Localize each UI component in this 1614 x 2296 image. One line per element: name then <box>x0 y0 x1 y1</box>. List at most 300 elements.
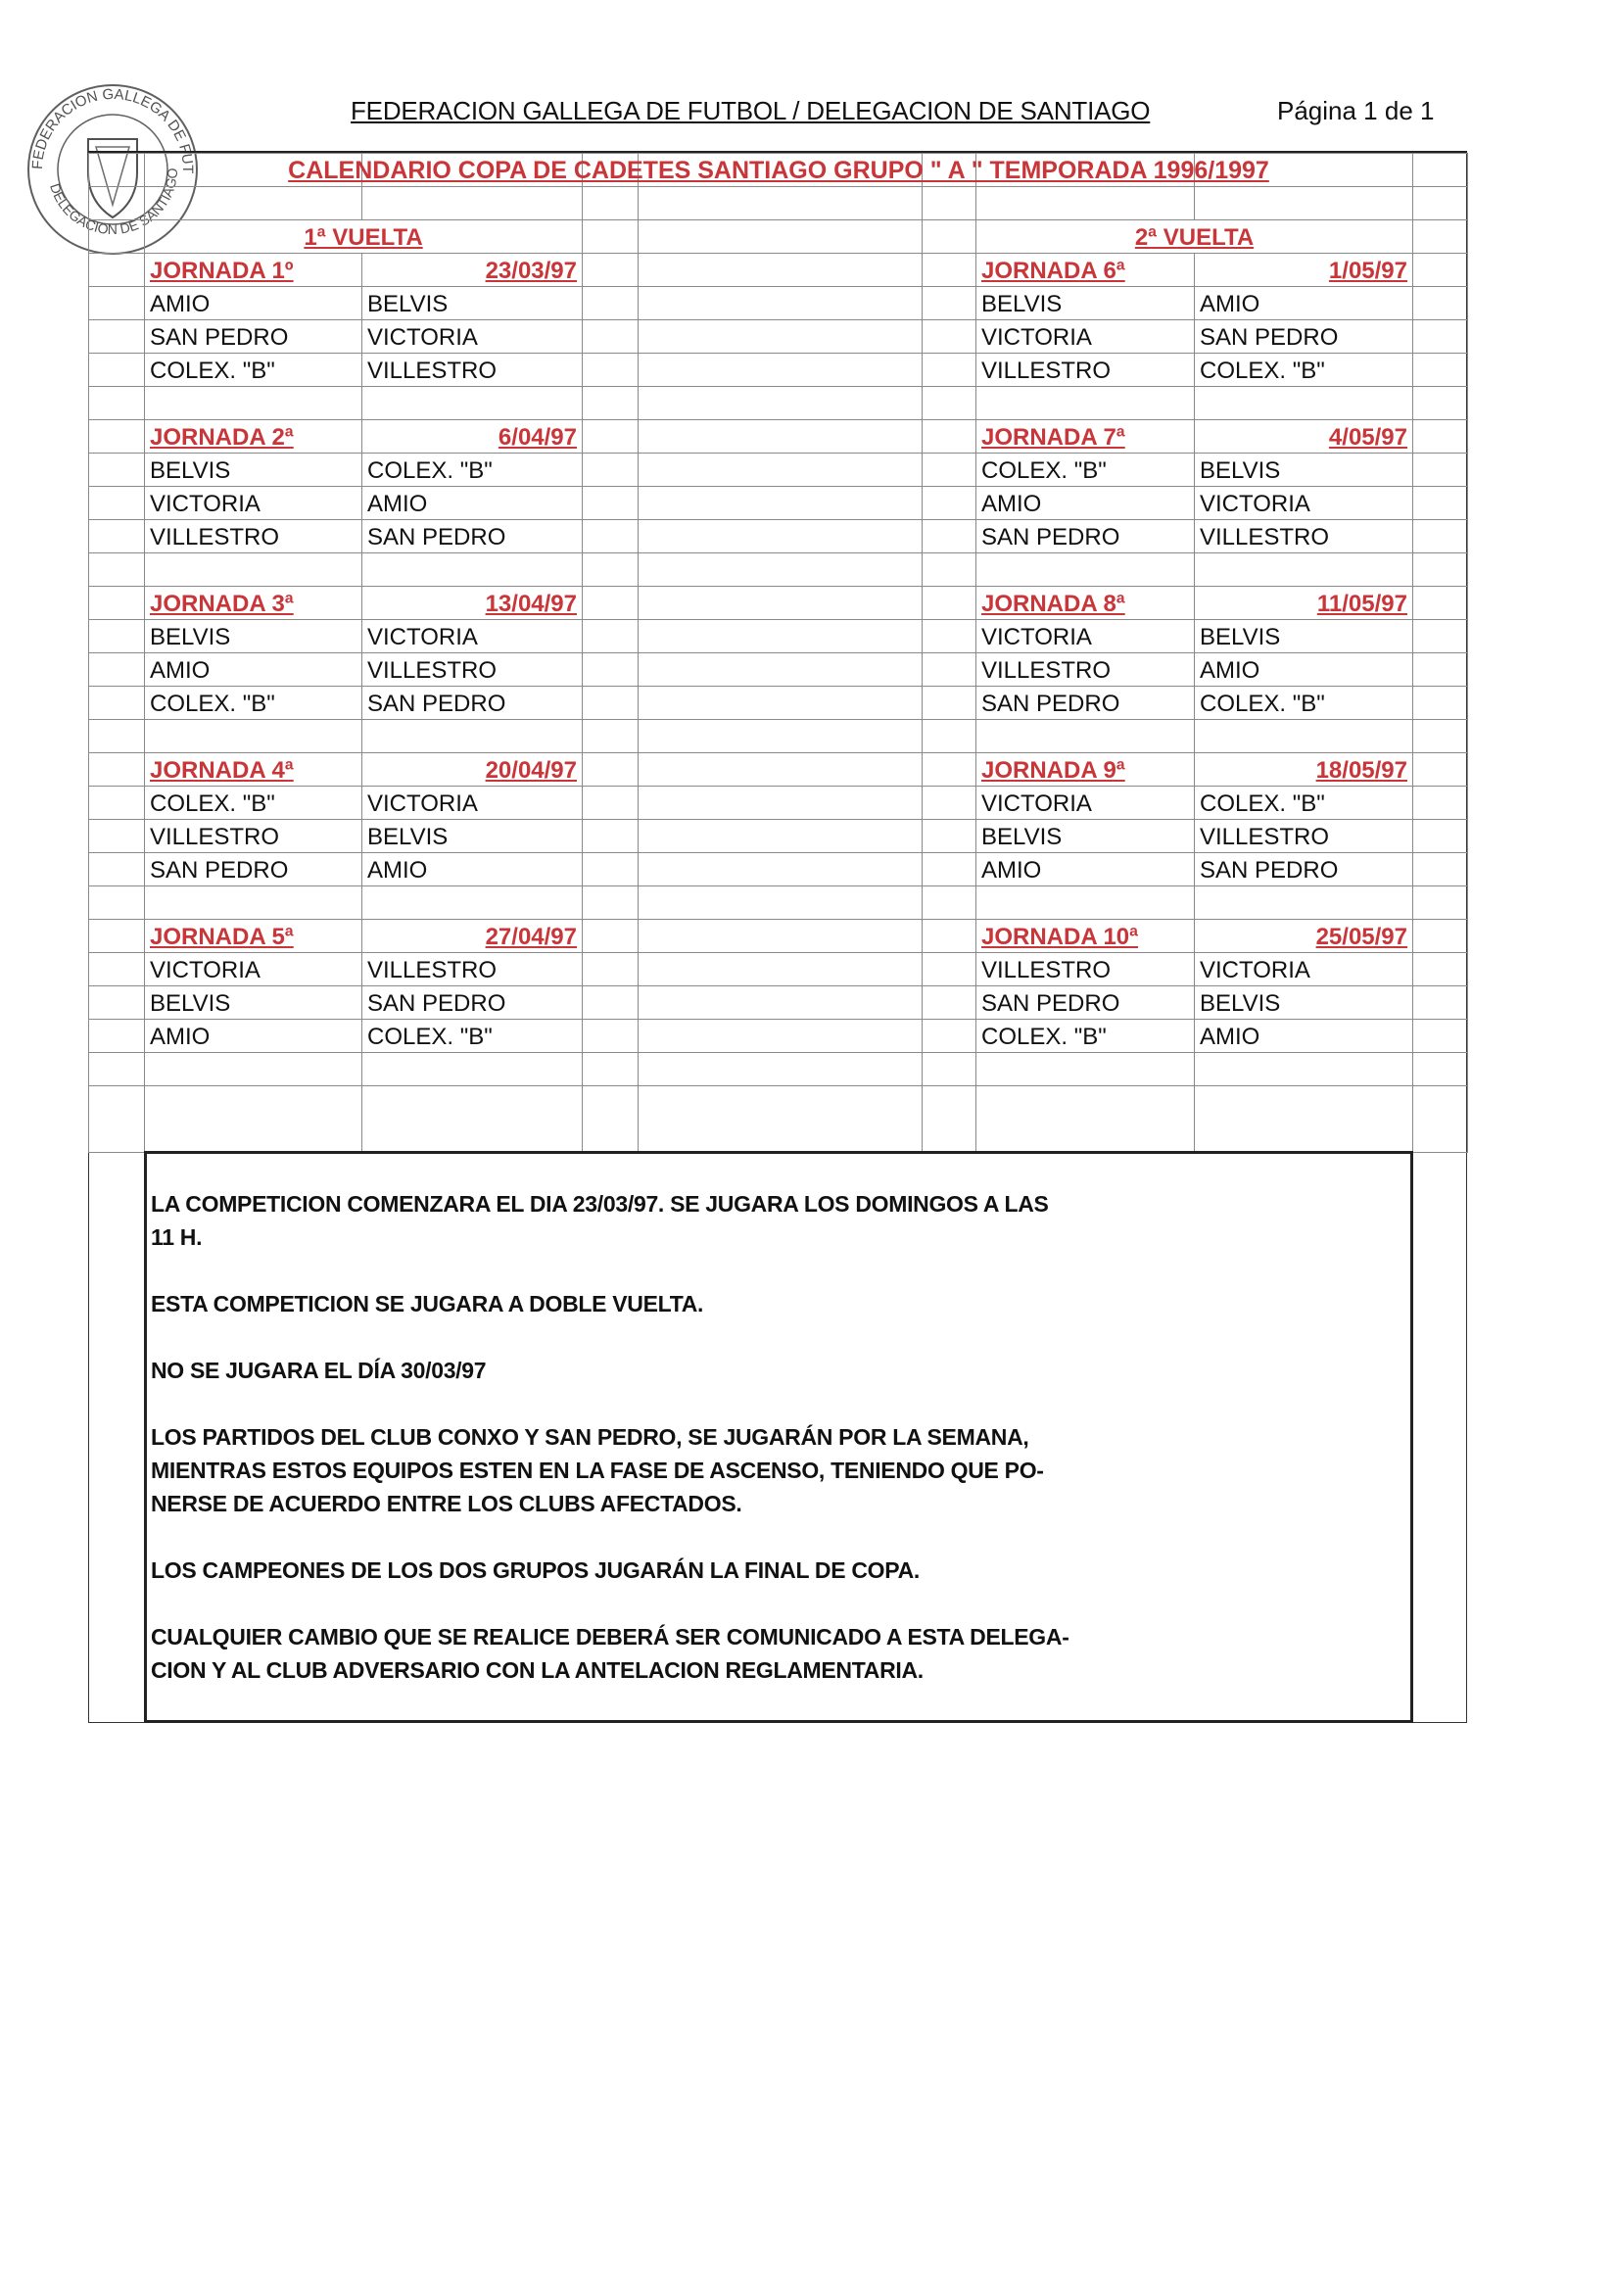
table-cell <box>145 553 362 587</box>
table-cell <box>1413 720 1468 753</box>
table-cell <box>639 687 923 720</box>
home-team: AMIO <box>145 287 362 320</box>
note-line: NO SE JUGARA EL DÍA 30/03/97 <box>151 1358 487 1383</box>
table-row <box>89 420 1468 454</box>
table-cell <box>583 254 639 287</box>
table-cell <box>639 287 923 320</box>
away-team: SAN PEDRO <box>362 520 583 553</box>
table-cell <box>583 753 639 787</box>
home-team: COLEX. "B" <box>976 1020 1195 1053</box>
table-cell <box>89 254 145 287</box>
calendar-title: CALENDARIO COPA DE CADETES SANTIAGO GRUPO " A " TEMPORADA 1996/1997 <box>288 157 1269 184</box>
table-cell <box>362 553 583 587</box>
table-cell <box>923 454 976 487</box>
table-cell <box>89 853 145 886</box>
table-cell <box>583 454 639 487</box>
table-cell <box>583 354 639 387</box>
table-cell <box>976 720 1195 753</box>
table-cell <box>923 254 976 287</box>
table-cell <box>1413 553 1468 587</box>
table-cell <box>639 986 923 1020</box>
home-team: COLEX. "B" <box>145 787 362 820</box>
table-cell <box>976 387 1195 420</box>
table-cell <box>1413 320 1468 354</box>
table-cell <box>923 820 976 853</box>
table-cell <box>1413 387 1468 420</box>
table-cell <box>583 787 639 820</box>
jornada-date: 11/05/97 <box>1195 587 1413 620</box>
table-cell <box>639 454 923 487</box>
table-cell <box>145 886 362 920</box>
note-line: NERSE DE ACUERDO ENTRE LOS CLUBS AFECTADOS. <box>151 1491 742 1516</box>
jornada-label: JORNADA 2ª <box>145 420 362 454</box>
table-cell <box>145 187 362 220</box>
table-cell <box>89 454 145 487</box>
table-cell <box>583 620 639 653</box>
table-cell <box>1413 1086 1468 1153</box>
table-cell <box>89 520 145 553</box>
home-team: BELVIS <box>145 986 362 1020</box>
table-cell <box>583 886 639 920</box>
table-cell <box>583 553 639 587</box>
table-row <box>89 653 1468 687</box>
table-cell <box>1413 853 1468 886</box>
note-paragraph <box>151 1554 1410 1587</box>
note-line: CUALQUIER CAMBIO QUE SE REALICE DEBERÁ SER COMUNICADO A ESTA DELEGA- <box>151 1624 1069 1650</box>
jornada-date: 18/05/97 <box>1195 753 1413 787</box>
table-row <box>89 720 1468 753</box>
table-cell <box>1195 1053 1413 1086</box>
home-team: COLEX. "B" <box>145 354 362 387</box>
away-team: COLEX. "B" <box>1195 787 1413 820</box>
jornada-date: 20/04/97 <box>362 753 583 787</box>
table-cell <box>89 620 145 653</box>
table-row <box>89 820 1468 853</box>
table-cell <box>639 620 923 653</box>
home-team: AMIO <box>976 487 1195 520</box>
jornada-date: 27/04/97 <box>362 920 583 953</box>
table-cell <box>923 886 976 920</box>
table-cell <box>583 653 639 687</box>
table-row <box>89 587 1468 620</box>
home-team: VILLESTRO <box>976 354 1195 387</box>
table-cell <box>923 687 976 720</box>
table-row <box>89 187 1468 220</box>
away-team: BELVIS <box>1195 454 1413 487</box>
table-row <box>89 920 1468 953</box>
table-cell <box>362 720 583 753</box>
first-round-label: 1ª VUELTA <box>145 220 583 254</box>
table-cell <box>89 220 145 254</box>
note-line: LA COMPETICION COMENZARA EL DIA 23/03/97. SE JUGARA LOS DOMINGOS A LAS <box>151 1191 1049 1217</box>
note-line: ESTA COMPETICION SE JUGARA A DOBLE VUELTA. <box>151 1291 704 1316</box>
table-cell <box>639 487 923 520</box>
home-team: VILLESTRO <box>976 953 1195 986</box>
away-team: COLEX. "B" <box>362 454 583 487</box>
table-cell <box>1413 587 1468 620</box>
jornada-label: JORNADA 1º <box>145 254 362 287</box>
table-row <box>89 287 1468 320</box>
table-cell <box>923 787 976 820</box>
table-cell <box>1413 687 1468 720</box>
table-cell <box>639 1086 923 1153</box>
table-cell <box>145 387 362 420</box>
table-cell <box>639 753 923 787</box>
home-team: BELVIS <box>976 820 1195 853</box>
table-cell <box>923 1020 976 1053</box>
table-cell <box>145 1053 362 1086</box>
table-row <box>89 787 1468 820</box>
jornada-label: JORNADA 10ª <box>976 920 1195 953</box>
away-team: VICTORIA <box>1195 953 1413 986</box>
note-line: 11 H. <box>151 1224 203 1250</box>
away-team: VILLESTRO <box>362 354 583 387</box>
table-cell <box>1413 886 1468 920</box>
table-cell <box>976 886 1195 920</box>
table-cell <box>639 387 923 420</box>
home-team: BELVIS <box>976 287 1195 320</box>
table-cell <box>639 553 923 587</box>
home-team: AMIO <box>145 1020 362 1053</box>
table-row <box>89 254 1468 287</box>
table-cell <box>89 553 145 587</box>
table-row <box>89 454 1468 487</box>
table-row <box>89 487 1468 520</box>
away-team: VICTORIA <box>1195 487 1413 520</box>
table-row <box>89 986 1468 1020</box>
away-team: AMIO <box>362 853 583 886</box>
home-team: VILLESTRO <box>145 820 362 853</box>
table-cell <box>362 886 583 920</box>
table-row <box>89 220 1468 254</box>
table-cell <box>1413 454 1468 487</box>
table-cell <box>639 1053 923 1086</box>
table-cell <box>639 1020 923 1053</box>
table-cell <box>923 1086 976 1153</box>
jornada-label: JORNADA 9ª <box>976 753 1195 787</box>
table-cell <box>1195 1086 1413 1153</box>
table-cell <box>89 287 145 320</box>
table-cell <box>1413 220 1468 254</box>
table-cell <box>89 687 145 720</box>
away-team: VILLESTRO <box>1195 820 1413 853</box>
home-team: COLEX. "B" <box>976 454 1195 487</box>
table-cell <box>583 720 639 753</box>
table-cell <box>89 387 145 420</box>
home-team: AMIO <box>976 853 1195 886</box>
table-cell <box>89 953 145 986</box>
table-cell <box>1413 520 1468 553</box>
jornada-label: JORNADA 4ª <box>145 753 362 787</box>
jornada-label: JORNADA 5ª <box>145 920 362 953</box>
table-row <box>89 953 1468 986</box>
table-cell <box>923 720 976 753</box>
home-team: VICTORIA <box>145 953 362 986</box>
jornada-date: 13/04/97 <box>362 587 583 620</box>
table-cell <box>923 986 976 1020</box>
away-team: VICTORIA <box>362 787 583 820</box>
table-cell <box>639 787 923 820</box>
away-team: COLEX. "B" <box>1195 354 1413 387</box>
table-cell <box>89 720 145 753</box>
note-line: LOS PARTIDOS DEL CLUB CONXO Y SAN PEDRO, SE JUGARÁN POR LA SEMANA, <box>151 1424 1029 1450</box>
table-cell <box>1413 1020 1468 1053</box>
table-cell <box>1413 254 1468 287</box>
table-cell <box>1195 553 1413 587</box>
table-cell <box>89 354 145 387</box>
jornada-date: 4/05/97 <box>1195 420 1413 454</box>
table-cell <box>362 387 583 420</box>
table-row <box>89 520 1468 553</box>
away-team: AMIO <box>1195 653 1413 687</box>
table-cell <box>1195 886 1413 920</box>
table-row <box>89 553 1468 587</box>
table-cell <box>89 787 145 820</box>
table-cell <box>1413 1053 1468 1086</box>
table-cell <box>583 820 639 853</box>
table-cell <box>1195 187 1413 220</box>
away-team: COLEX. "B" <box>1195 687 1413 720</box>
table-cell <box>639 587 923 620</box>
table-cell <box>923 853 976 886</box>
away-team: SAN PEDRO <box>1195 320 1413 354</box>
table-cell <box>639 886 923 920</box>
table-cell <box>583 986 639 1020</box>
table-cell <box>362 1086 583 1153</box>
jornada-date: 6/04/97 <box>362 420 583 454</box>
table-row <box>89 1020 1468 1053</box>
jornada-label: JORNADA 6ª <box>976 254 1195 287</box>
table-cell <box>583 220 639 254</box>
table-row <box>89 853 1468 886</box>
table-cell <box>583 287 639 320</box>
table-cell <box>583 1020 639 1053</box>
home-team: SAN PEDRO <box>145 320 362 354</box>
table-cell <box>89 187 145 220</box>
home-team: SAN PEDRO <box>976 520 1195 553</box>
table-cell <box>639 320 923 354</box>
table-cell <box>923 587 976 620</box>
table-cell <box>89 986 145 1020</box>
home-team: VICTORIA <box>976 787 1195 820</box>
note-paragraph <box>151 1354 1410 1387</box>
note-line: LOS CAMPEONES DE LOS DOS GRUPOS JUGARÁN LA FINAL DE COPA. <box>151 1557 920 1583</box>
table-cell <box>639 187 923 220</box>
svg-text:FEDERACION GALLEGA DE FUTBOL: FEDERACION GALLEGA DE FUT <box>28 85 197 174</box>
table-cell <box>89 886 145 920</box>
away-team: BELVIS <box>362 820 583 853</box>
table-cell <box>145 720 362 753</box>
table-cell <box>1413 620 1468 653</box>
table-cell <box>923 354 976 387</box>
table-cell <box>583 587 639 620</box>
away-team: VICTORIA <box>362 320 583 354</box>
home-team: COLEX. "B" <box>145 687 362 720</box>
away-team: BELVIS <box>1195 986 1413 1020</box>
table-cell <box>89 1020 145 1053</box>
table-cell <box>639 920 923 953</box>
jornada-date: 1/05/97 <box>1195 254 1413 287</box>
table-cell <box>923 653 976 687</box>
table-cell <box>89 653 145 687</box>
away-team: SAN PEDRO <box>362 687 583 720</box>
table-cell <box>89 1086 145 1153</box>
away-team: BELVIS <box>362 287 583 320</box>
table-cell <box>923 420 976 454</box>
notes-box <box>144 1151 1413 1723</box>
home-team: VILLESTRO <box>976 653 1195 687</box>
table-cell <box>89 587 145 620</box>
svg-text:DELEGACION DE SANTIAGO: DELEGACION DE SANTIAGO <box>47 167 181 238</box>
table-cell <box>362 1053 583 1086</box>
table-cell <box>1413 420 1468 454</box>
note-paragraph <box>151 1620 1410 1687</box>
table-cell <box>1413 787 1468 820</box>
away-team: COLEX. "B" <box>362 1020 583 1053</box>
table-row <box>89 886 1468 920</box>
table-row <box>89 1086 1468 1153</box>
jornada-label: JORNADA 8ª <box>976 587 1195 620</box>
table-cell <box>976 1086 1195 1153</box>
table-cell <box>583 487 639 520</box>
table-row <box>89 354 1468 387</box>
table-cell <box>1413 487 1468 520</box>
table-row <box>89 753 1468 787</box>
table-cell <box>639 853 923 886</box>
second-round-label: 2ª VUELTA <box>976 220 1413 254</box>
table-cell <box>923 387 976 420</box>
table-cell <box>583 687 639 720</box>
away-team: BELVIS <box>1195 620 1413 653</box>
jornada-date: 25/05/97 <box>1195 920 1413 953</box>
table-cell <box>1413 920 1468 953</box>
table-cell <box>1413 653 1468 687</box>
table-cell <box>639 220 923 254</box>
away-team: SAN PEDRO <box>1195 853 1413 886</box>
note-line: MIENTRAS ESTOS EQUIPOS ESTEN EN LA FASE DE ASCENSO, TENIENDO QUE PO- <box>151 1458 1044 1483</box>
away-team: SAN PEDRO <box>362 986 583 1020</box>
note-paragraph <box>151 1187 1410 1254</box>
home-team: VICTORIA <box>976 620 1195 653</box>
jornada-date: 23/03/97 <box>362 254 583 287</box>
table-cell <box>639 820 923 853</box>
table-cell <box>639 354 923 387</box>
home-team: SAN PEDRO <box>976 986 1195 1020</box>
table-cell <box>1413 354 1468 387</box>
away-team: AMIO <box>1195 1020 1413 1053</box>
table-cell <box>89 753 145 787</box>
table-cell <box>89 420 145 454</box>
table-cell <box>1413 287 1468 320</box>
table-cell <box>639 420 923 454</box>
table-cell <box>583 520 639 553</box>
away-team: AMIO <box>362 487 583 520</box>
away-team: VILLESTRO <box>1195 520 1413 553</box>
table-cell <box>976 187 1195 220</box>
away-team: AMIO <box>1195 287 1413 320</box>
document-header-title: FEDERACION GALLEGA DE FUTBOL / DELEGACION DE SANTIAGO <box>351 96 1151 125</box>
table-cell <box>89 487 145 520</box>
table-cell <box>639 254 923 287</box>
table-cell <box>976 1053 1195 1086</box>
table-cell <box>583 920 639 953</box>
table-cell <box>923 187 976 220</box>
table-cell <box>1413 753 1468 787</box>
home-team: VICTORIA <box>976 320 1195 354</box>
table-cell <box>923 553 976 587</box>
table-cell <box>583 853 639 886</box>
note-line: CION Y AL CLUB ADVERSARIO CON LA ANTELACION REGLAMENTARIA. <box>151 1657 924 1683</box>
away-team: VILLESTRO <box>362 953 583 986</box>
table-cell <box>923 287 976 320</box>
table-cell <box>145 1086 362 1153</box>
table-cell <box>639 520 923 553</box>
schedule-table <box>88 153 1468 1153</box>
home-team: BELVIS <box>145 620 362 653</box>
table-cell <box>1413 953 1468 986</box>
note-paragraph <box>151 1287 1410 1320</box>
table-cell <box>89 320 145 354</box>
table-cell <box>583 420 639 454</box>
table-cell <box>923 1053 976 1086</box>
away-team: VICTORIA <box>362 620 583 653</box>
home-team: VICTORIA <box>145 487 362 520</box>
table-row <box>89 1053 1468 1086</box>
table-cell <box>923 953 976 986</box>
table-row <box>89 320 1468 354</box>
table-cell <box>583 387 639 420</box>
table-row <box>89 687 1468 720</box>
home-team: SAN PEDRO <box>145 853 362 886</box>
home-team: SAN PEDRO <box>976 687 1195 720</box>
table-cell <box>1195 387 1413 420</box>
table-cell <box>1413 986 1468 1020</box>
home-team: BELVIS <box>145 454 362 487</box>
table-cell <box>923 487 976 520</box>
table-cell <box>1413 820 1468 853</box>
table-cell <box>89 820 145 853</box>
table-cell <box>639 720 923 753</box>
table-cell <box>923 220 976 254</box>
table-cell <box>976 553 1195 587</box>
table-cell <box>583 953 639 986</box>
table-cell <box>583 1086 639 1153</box>
table-row <box>89 620 1468 653</box>
home-team: AMIO <box>145 653 362 687</box>
table-row <box>89 387 1468 420</box>
home-team: VILLESTRO <box>145 520 362 553</box>
table-cell <box>362 187 583 220</box>
table-cell <box>639 653 923 687</box>
table-cell <box>583 320 639 354</box>
note-paragraph <box>151 1420 1410 1520</box>
table-cell <box>923 920 976 953</box>
table-cell <box>89 920 145 953</box>
jornada-label: JORNADA 7ª <box>976 420 1195 454</box>
table-cell <box>923 620 976 653</box>
table-cell <box>639 953 923 986</box>
table-cell <box>89 1053 145 1086</box>
away-team: VILLESTRO <box>362 653 583 687</box>
table-cell <box>1195 720 1413 753</box>
jornada-label: JORNADA 3ª <box>145 587 362 620</box>
table-cell <box>583 187 639 220</box>
table-cell <box>923 753 976 787</box>
table-cell <box>923 320 976 354</box>
table-cell <box>923 520 976 553</box>
table-cell <box>583 1053 639 1086</box>
page-number: Página 1 de 1 <box>1277 96 1435 125</box>
